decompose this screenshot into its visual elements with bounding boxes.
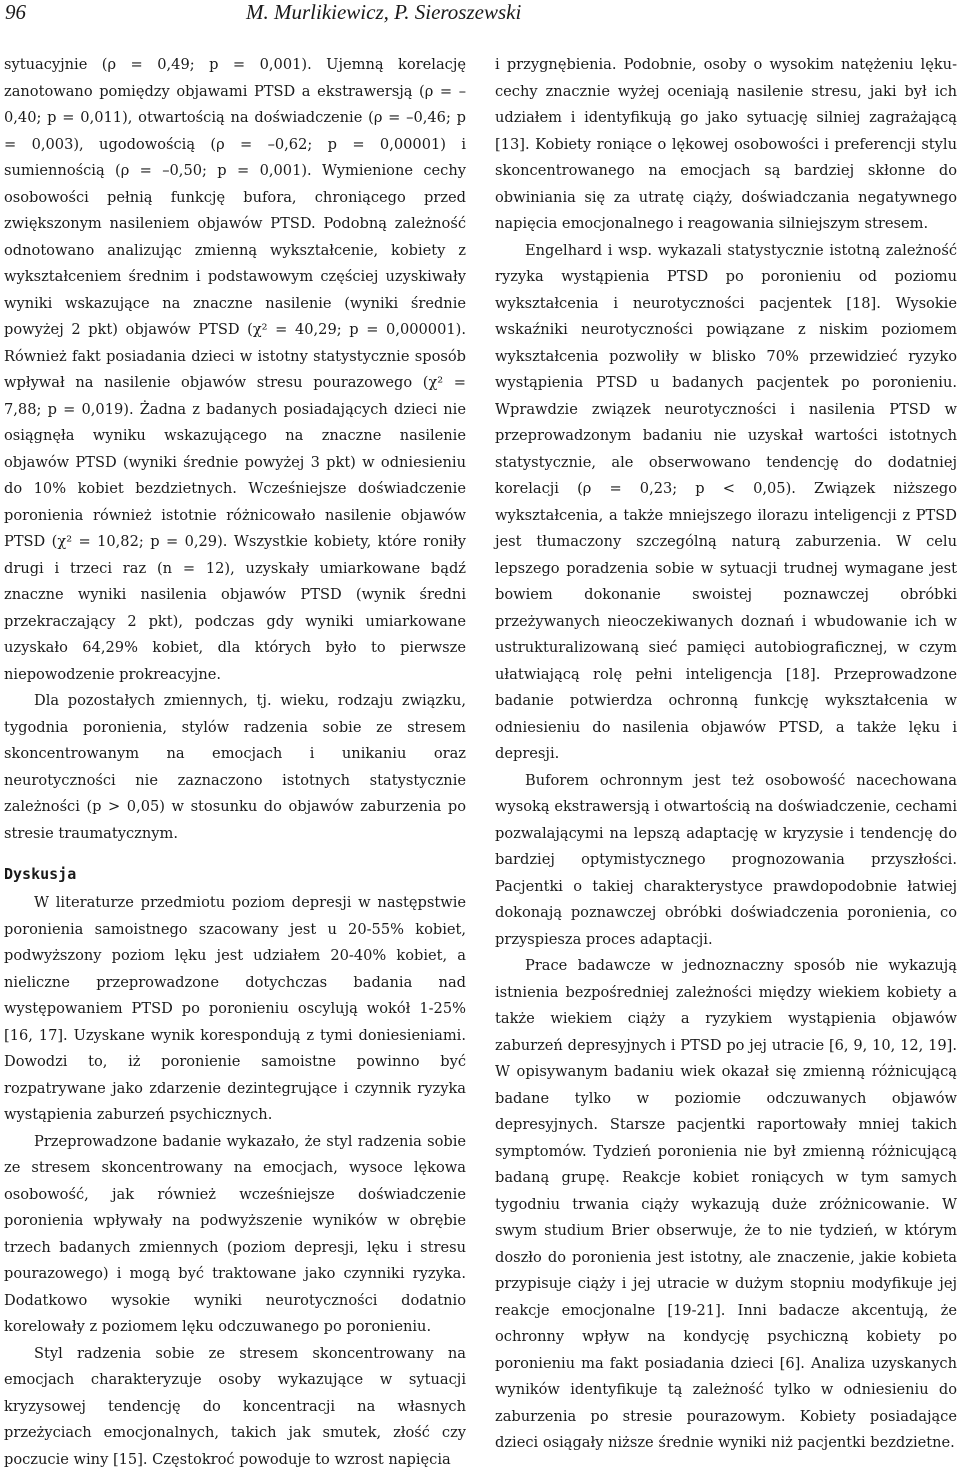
paragraph: Styl radzenia sobie ze stresem skoncentrowany na emocjach charakteryzuje osoby wykazujące w sytuacji kryzysowej tendencję do koncentracji na własnych przeżyciach emocjonalnych, takich jak smutek, złość czy poczucie winy [15]. Częstokroć powoduje to wzrost napięcia: [4, 1341, 466, 1473]
paragraph: W literaturze przedmiotu poziom depresji w następstwie poronienia samoistnego szacowany jest u 20-55% kobiet, podwyższony poziom lęku jest udziałem 20-40% kobiet, a nieliczne przeprowadzone dotychczas badania nad występowaniem PTSD po poronieniu oscylują wokół 1-25% [16, 17]. Uzyskane wynik korespondują z tymi doniesieniami. Dowodzi to, iż poronienie samoistne powinno być rozpatrywane jako zdarzenie dezintegrujące i czynnik ryzyka wystąpienia zaburzeń psychicznych.: [4, 890, 466, 1129]
paragraph: Dla pozostałych zmiennych, tj. wieku, rodzaju związku, tygodnia poronienia, stylów radzenia sobie ze stresem skoncentrowanym na emocjach i unikaniu oraz neurotyczności nie zaznaczono istotnych statystycznie zależności (p > 0,05) w stosunku do objawów zaburzenia po stresie traumatycznym.: [4, 688, 466, 847]
section-heading: Dyskusja: [4, 861, 466, 887]
paragraph: Engelhard i wsp. wykazali statystycznie istotną zależność ryzyka wystąpienia PTSD po poronieniu od poziomu wykształcenia i neurotyczności pacjentek [18]. Wysokie wskaźniki neurotyczności powiązane z niskim poziomem wykształcenia pozwoliły w blisko 70% przewidzieć ryzyko wystąpienia PTSD u badanych pacjentek po poronieniu. Wprawdzie związek neurotyczności i nasilenia PTSD w przeprowadzonym badaniu nie uzyskał wartości istotnych statystycznie, ale obserwowano tendencję do dodatniej korelacji (ρ = 0,23; p < 0,05). Związek niższego wykształcenia, a także mniejszego ilorazu inteligencji z PTSD jest tłumaczony szczególną naturą zaburzenia. W celu lepszego poradzenia sobie w sytuacji trudnej wymagane jest bowiem dokonanie swoistej poznawczej obróbki przeżywanych nieoczekiwanych doznań i wbudowanie ich w ustrukturalizowaną sieć pamięci autobiograficznej, w czym ułatwiającą rolę pełni inteligencja [18]. Przeprowadzone badanie potwierdza ochronną funkcję wykształcenia w odniesieniu do nasilenia objawów PTSD, a także lęku i depresji.: [495, 238, 957, 768]
right-column: [495, 52, 957, 1457]
running-title: M. Murlikiewicz, P. Sieroszewski: [246, 0, 521, 25]
paragraph: Prace badawcze w jednoznaczny sposób nie wykazują istnienia bezpośredniej zależności między wiekiem kobiety a także wiekiem ciąży a ryzykiem wystąpienia objawów zaburzeń depresyjnych i PTSD po jej utracie [6, 9, 10, 12, 19]. W opisywanym badaniu wiek okazał się zmienną różnicującą badane tylko w poziomie odczuwanych objawów depresyjnych. Starsze pacjentki raportowały mniej takich symptomów. Tydzień poronienia nie był zmienną różnicującą badaną grupę. Reakcje kobiet roniących w tym samych tygodniu trwania ciąży wykazują duże zróżnicowanie. W swym studium Brier obserwuje, że to nie tydzień, w którym doszło do poronienia jest istotny, ale znaczenie, jakie kobieta przypisuje ciąży i jej utracie w dużym stopniu modyfikuje jej reakcje emocjonalne [19-21]. Inni badacze akcentują, że ochronny wpływ na kondycję psychiczną kobiety po poronieniu ma fakt posiadania dzieci [6]. Analiza uzyskanych wyników identyfikuje tą zależność tylko w odniesieniu do zaburzenia po stresie pourazowym. Kobiety posiadające dzieci osiągały niższe średnie wyniki niż pacjentki bezdzietne.: [495, 953, 957, 1457]
paragraph: i przygnębienia. Podobnie, osoby o wysokim natężeniu lęku-cechy znacznie wyżej oceniają nasilenie stresu, jaki był ich udziałem i identyfikują go jako sytuację silniej zagrażającą [13]. Kobiety roniące o lękowej osobowości i preferencji stylu skoncentrowanego na emocjach są bardziej skłonne do obwiniania się za utratę ciąży, doświadczania negatywnego napięcia emocjonalnego i reagowania silniejszym stresem.: [495, 52, 957, 238]
page-header: [0, 0, 960, 34]
paragraph: Przeprowadzone badanie wykazało, że styl radzenia sobie ze stresem skoncentrowany na emocjach, wysoce lękowa osobowość, jak również wcześniejsze doświadczenie poronienia wpływały na podwyższenie wyników w obrębie trzech badanych zmiennych (poziom depresji, lęku i stresu pourazowego) i mogą być traktowane jako czynniki ryzyka. Dodatkowo wysokie wyniki neurotyczności dodatnio korelowały z poziomem lęku odczuwanego po poronieniu.: [4, 1129, 466, 1341]
paragraph: Buforem ochronnym jest też osobowość nacechowana wysoką ekstrawersją i otwartością na doświadczenie, cechami pozwalającymi na lepszą adaptację w kryzysie i tendencję do bardziej optymistycznego prognozowania przyszłości. Pacjentki o takiej charakterystyce prawdopodobnie łatwiej dokonają poznawczej obróbki doświadczenia poronienia, co przyspiesza proces adaptacji.: [495, 768, 957, 954]
paragraph: sytuacyjnie (ρ = 0,49; p = 0,001). Ujemną korelację zanotowano pomiędzy objawami PTSD a ekstrawersją (ρ = –0,40; p = 0,011), otwartością na doświadczenie (ρ = –0,46; p = 0,003), ugodowością (ρ = –0,62; p = 0,00001) i sumiennością (ρ = –0,50; p = 0,001). Wymienione cechy osobowości pełnią funkcję bufora, chroniącego przed zwiększonym nasileniem objawów PTSD. Podobną zależność odnotowano analizując zmienną wykształcenie, kobiety z wykształceniem średnim i podstawowym częściej uzyskiwały wyniki wskazujące na znaczne nasilenie (wyniki średnie powyżej 2 pkt) objawów PTSD (χ² = 40,29; p = 0,000001). Również fakt posiadania dzieci w istotny statystycznie sposób wpływał na nasilenie objawów stresu pourazowego (χ² = 7,88; p = 0,019). Żadna z badanych posiadających dzieci nie osiągnęła wyniku wskazującego na znaczne nasilenie objawów PTSD (wyniki średnie powyżej 3 pkt) w odniesieniu do 10% kobiet bezdzietnych. Wcześniejsze doświadczenie poronienia również istotnie różnicowało nasilenie objawów PTSD (χ² = 10,82; p = 0,29). Wszystkie kobiety, które roniły drugi i trzeci raz (n = 12), uzyskały umiarkowane bądź znaczne wyniki nasilenia objawów PTSD (wynik średni przekraczający 2 pkt), podczas gdy wyniki umiarkowane uzyskało 64,29% kobiet, dla których było to pierwsze niepowodzenie prokreacyjne.: [4, 52, 466, 688]
page-number: 96: [5, 0, 26, 25]
left-column: [4, 52, 466, 1473]
